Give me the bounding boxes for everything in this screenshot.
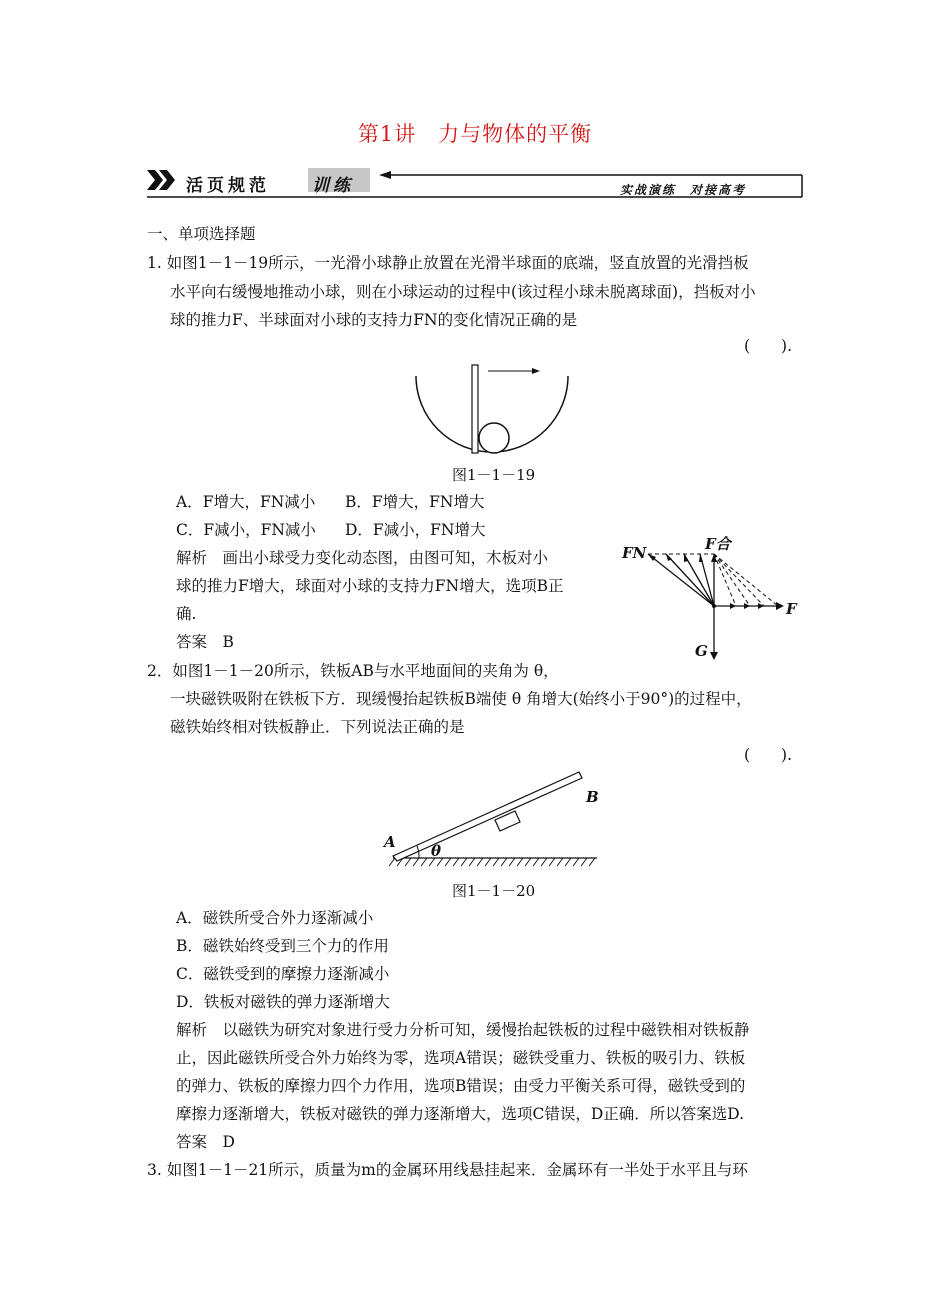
banner-label-highlight: 训练 — [312, 176, 354, 196]
q1-option-c: C．F减小，FN减小 — [176, 521, 316, 539]
q2-option-d: D．铁板对磁铁的弹力逐渐增大 — [176, 993, 390, 1011]
q2-option-b: B．磁铁始终受到三个力的作用 — [176, 937, 389, 955]
q2-option-a: A．磁铁所受合外力逐渐减小 — [176, 909, 374, 927]
q2-stem-line2: 一块磁铁吸附在铁板下方．现缓慢抬起铁板B端使 θ 角增大(始终小于90°)的过程中， — [170, 690, 752, 708]
q1-answer-paren: ( ). — [744, 337, 793, 355]
q1-option-d: D．F减小，FN增大 — [345, 521, 486, 539]
q2-stem-line1: 2．如图1－1－20所示，铁板AB与水平地面间的夹角为 θ， — [147, 662, 559, 680]
q1-stem-line3: 球的推力F、半球面对小球的支持力FN的变化情况正确的是 — [170, 311, 578, 329]
page-title: 第1讲 力与物体的平衡 — [357, 122, 593, 146]
q2-analysis-line1: 解析 以磁铁为研究对象进行受力分析可知，缓慢抬起铁板的过程中磁铁相对铁板静 — [176, 1021, 750, 1039]
q2-option-c: C．磁铁受到的摩擦力逐渐减小 — [176, 965, 390, 983]
q1-analysis-line3: 确. — [176, 605, 197, 623]
q1-analysis-line2: 球的推力F增大，球面对小球的支持力FN增大，选项B正 — [176, 577, 564, 595]
q1-answer: 答案 B — [176, 633, 234, 651]
force-label-f: F — [786, 600, 797, 618]
chevron-right-icon — [147, 170, 175, 190]
q2-stem-line3: 磁铁始终相对铁板静止．下列说法正确的是 — [170, 718, 465, 736]
force-label-g: G — [695, 642, 708, 660]
force-label-fn: FN — [622, 544, 647, 562]
figure-caption: 图1－1－19 — [452, 466, 536, 484]
banner-label: 活页规范 — [186, 176, 270, 196]
q2-analysis-line4: 摩擦力逐渐增大，铁板对磁铁的弹力逐渐增大，选项C错误，D正确．所以答案选D. — [176, 1105, 745, 1123]
q1-option-a: A．F增大，FN减小 — [176, 493, 316, 511]
q1-stem-line1: 1. 如图1－1－19所示，一光滑小球静止放置在光滑半球面的底端，竖直放置的光滑挡板 — [147, 254, 749, 272]
force-label-resultant: F合 — [705, 535, 731, 553]
q1-analysis-line1: 解析 画出小球受力变化动态图，由图可知，木板对小 — [176, 549, 549, 567]
figure-caption: 图1－1－20 — [452, 882, 536, 900]
q1-stem-line2: 水平向右缓慢地推动小球，则在小球运动的过程中(该过程小球未脱离球面)，挡板对小 — [170, 283, 756, 301]
q1-option-b: B．F增大，FN增大 — [345, 493, 485, 511]
fig-label-b: B — [586, 788, 599, 806]
section-heading: 一、单项选择题 — [147, 225, 256, 243]
banner-slogan: 实战演练 对接高考 — [620, 183, 747, 197]
q2-analysis-line2: 止，因此磁铁所受合外力始终为零，选项A错误；磁铁受重力、铁板的吸引力、铁板 — [176, 1049, 746, 1067]
fig-label-a: A — [384, 833, 396, 851]
fig-label-theta: θ — [431, 842, 442, 860]
q3-stem-line1: 3. 如图1－1－21所示，质量为m的金属环用线悬挂起来．金属环有一半处于水平且与环 — [147, 1161, 748, 1179]
q2-answer-paren: ( ). — [744, 746, 793, 764]
figure-iron-plate — [385, 768, 600, 872]
q2-analysis-line3: 的弹力、铁板的摩擦力四个力作用，选项B错误；由受力平衡关系可得，磁铁受到的 — [176, 1077, 746, 1095]
q2-answer: 答案 D — [176, 1133, 235, 1151]
figure-hemisphere — [410, 360, 575, 460]
